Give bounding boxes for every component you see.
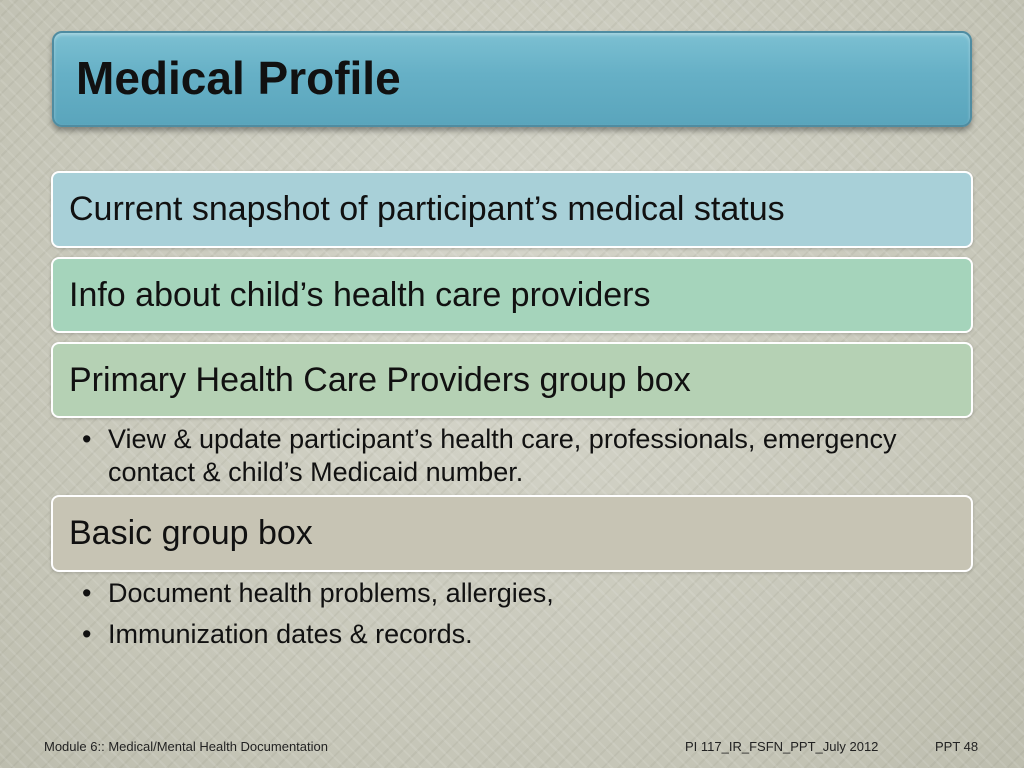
box-label: Basic group box <box>69 514 313 552</box>
bullet-icon: • <box>82 619 92 649</box>
title-bar <box>52 31 972 127</box>
box-basic-group <box>51 495 973 572</box>
list-item <box>80 423 950 489</box>
box-label: Primary Health Care Providers group box <box>69 361 691 399</box>
basic-bullet-list <box>80 577 950 659</box>
bullet-icon: • <box>82 424 92 454</box>
box-providers-info <box>51 257 973 333</box>
bullet-text: Document health problems, allergies, <box>108 578 554 608</box>
box-current-snapshot <box>51 171 973 248</box>
bullet-text: View & update participant’s health care, professionals, emergency contact & child’s Medicaid number. <box>108 424 897 487</box>
bullet-icon: • <box>82 578 92 608</box>
primary-bullet-list <box>80 423 950 497</box>
box-label: Info about child’s health care providers <box>69 276 651 314</box>
footer-module: Module 6:: Medical/Mental Health Documentation <box>44 739 328 754</box>
bullet-text: Immunization dates & records. <box>108 619 473 649</box>
box-primary-health-care <box>51 342 973 418</box>
list-item <box>80 618 950 651</box>
footer-page-number: PPT 48 <box>935 739 979 754</box>
footer-code: PI 117_IR_FSFN_PPT_July 2012 <box>685 739 879 754</box>
list-item <box>80 577 950 610</box>
slide-title: Medical Profile <box>76 52 401 104</box>
box-label: Current snapshot of participant’s medical status <box>69 190 785 228</box>
